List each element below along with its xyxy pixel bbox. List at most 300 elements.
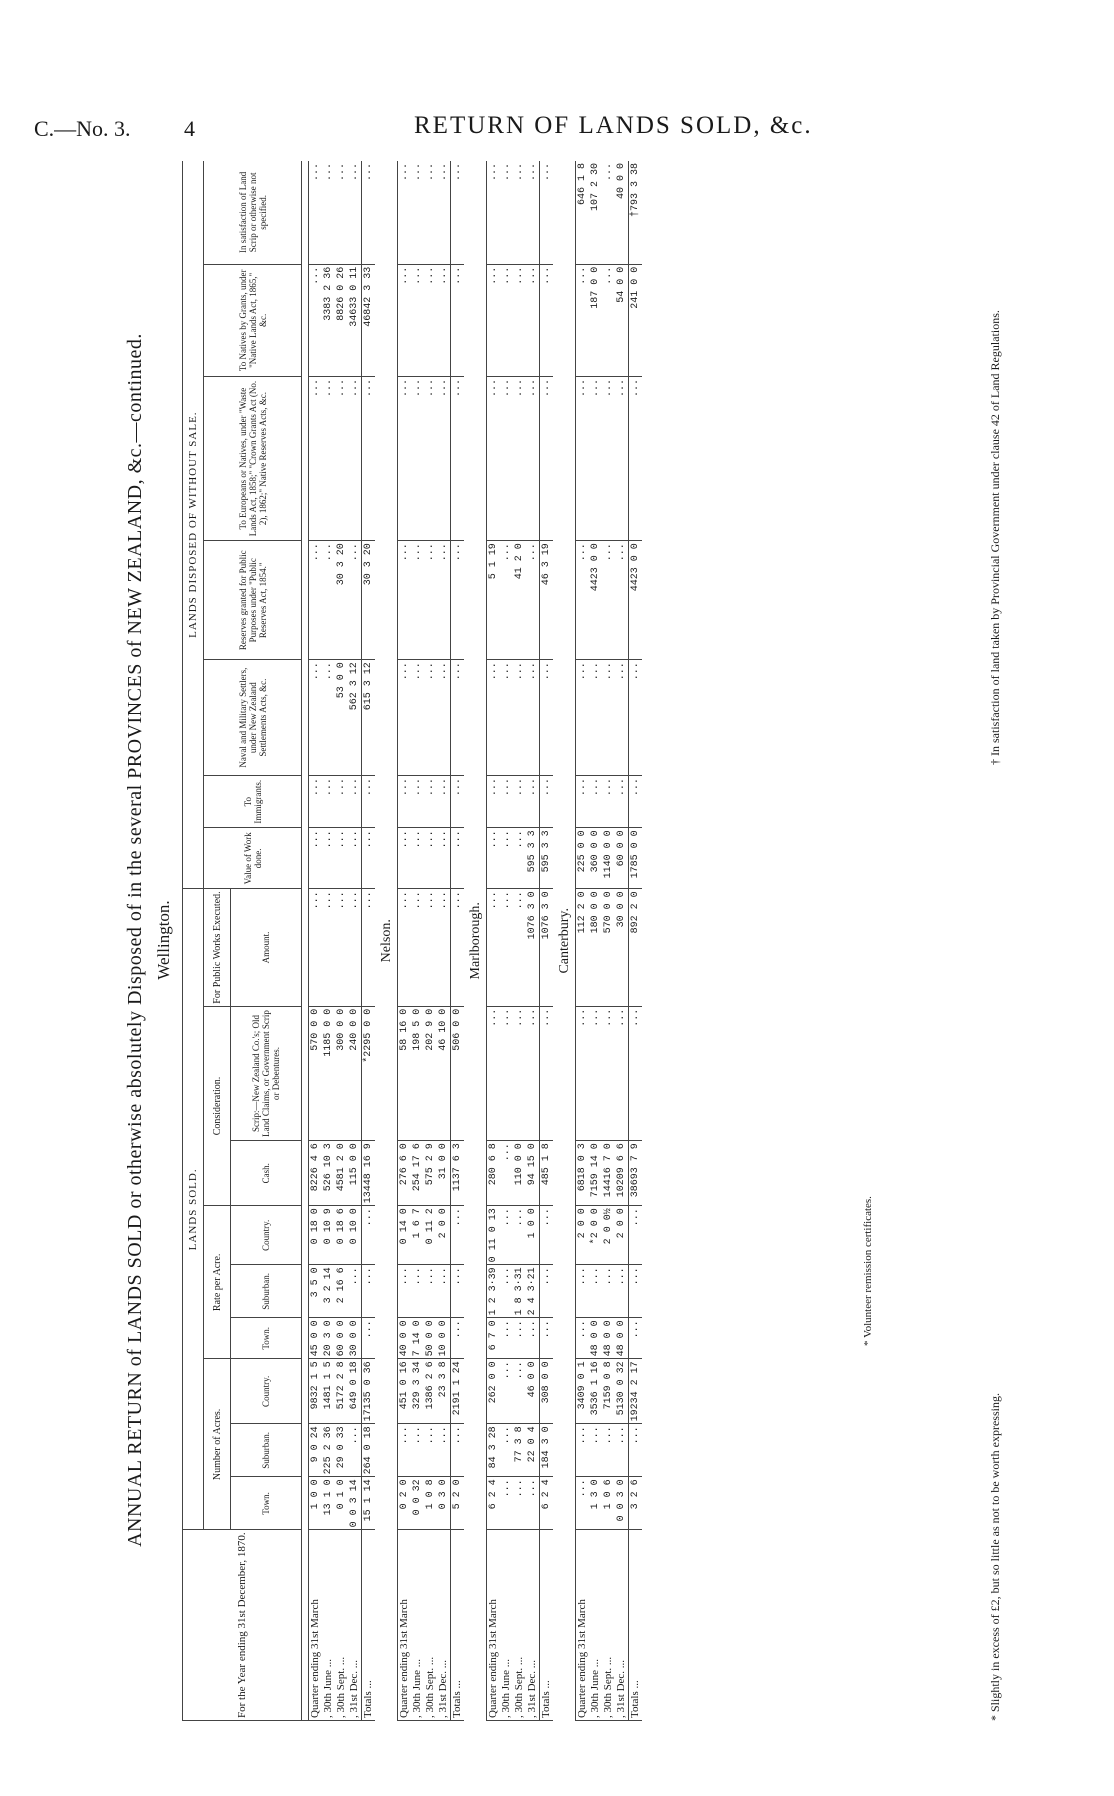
consideration-header: Consideration. <box>204 1006 231 1206</box>
total-cell: ... <box>451 660 465 776</box>
acres-suburban-header: Suburban. <box>231 1424 302 1477</box>
table-cell: ... <box>602 1006 615 1141</box>
table-cell: 1 0 0 <box>309 1477 323 1530</box>
table-cell: 45 0 0 <box>309 1318 323 1359</box>
table-cell: ... <box>487 161 501 264</box>
table-cell: ... <box>576 376 590 540</box>
table-cell: ... <box>526 264 540 376</box>
table-cell: ... <box>411 161 424 264</box>
table-cell: 0 18 0 <box>309 1206 323 1265</box>
total-cell: ... <box>540 264 554 376</box>
total-cell: ... <box>540 1265 554 1318</box>
volunteer-note: * Volunteer remission certificates. <box>862 1196 874 1346</box>
totals-row <box>451 161 465 1721</box>
row-label: Quarter ending 31st March <box>576 1530 590 1721</box>
total-cell: ... <box>540 161 554 264</box>
table-cell: ... <box>615 776 629 828</box>
table-cell: ... <box>322 776 335 828</box>
table-cell: ... <box>322 541 335 660</box>
total-cell: 46 3 19 <box>540 541 554 660</box>
table-cell: ... <box>513 1318 526 1359</box>
total-cell: 6 2 4 <box>540 1477 554 1530</box>
table-cell: ... <box>500 889 513 1006</box>
table-cell: ... <box>398 828 412 889</box>
table-cell: 53 0 0 <box>335 660 348 776</box>
table-cell: ... <box>348 1265 362 1318</box>
table-cell: ... <box>398 889 412 1006</box>
table-cell: 329 3 34 <box>411 1359 424 1424</box>
table-cell: 30 3 20 <box>335 541 348 660</box>
table-cell: 2 0 0½ <box>602 1206 615 1265</box>
table-row <box>309 161 323 1721</box>
table-cell: ... <box>424 1265 437 1318</box>
table-cell: 34633 0 11 <box>348 264 362 376</box>
total-cell: 15 1 14 <box>362 1477 376 1530</box>
lands-return-table <box>182 161 642 1721</box>
table-cell: ... <box>411 264 424 376</box>
total-cell: 1137 6 3 <box>451 1141 465 1206</box>
table-cell: 1 2 3·39 <box>487 1265 501 1318</box>
table-cell: 180 0 0 <box>589 889 602 1006</box>
table-row <box>576 161 590 1721</box>
table-cell: 6818 0 3 <box>576 1141 590 1206</box>
table-cell: ... <box>576 541 590 660</box>
total-cell: 595 3 3 <box>540 828 554 889</box>
table-cell: 4423 0 0 <box>589 541 602 660</box>
table-cell: ... <box>589 1265 602 1318</box>
table-cell: ... <box>500 660 513 776</box>
footnote-dagger: † In satisfaction of land taken by Provincial Government under clause 42 of Land Regulations. <box>988 310 1002 765</box>
table-cell: ... <box>398 1424 412 1477</box>
total-cell: ... <box>629 1424 643 1477</box>
total-cell: 13448 16 9 <box>362 1141 376 1206</box>
totals-label: Totals ... <box>629 1530 643 1721</box>
table-cell: 646 1 8 <box>576 161 590 264</box>
table-cell: ... <box>602 660 615 776</box>
table-cell: ... <box>615 541 629 660</box>
table-cell: ... <box>526 1318 540 1359</box>
row-label: , 30th Sept. ... <box>602 1530 615 1721</box>
table-cell: ... <box>576 660 590 776</box>
cash-header: Cash. <box>231 1141 302 1206</box>
natives-header: To Natives by Grants, under "Native Lands Act, 1865," &c. <box>204 264 302 376</box>
reserves-header: Reserves granted for Public Purposes under "Public Reserves Act, 1854." <box>204 541 302 660</box>
table-cell: ... <box>411 1265 424 1318</box>
table-cell: ... <box>309 541 323 660</box>
table-cell: ... <box>513 1477 526 1530</box>
total-cell: ... <box>451 541 465 660</box>
table-cell: 225 0 0 <box>576 828 590 889</box>
table-cell: ... <box>398 541 412 660</box>
totals-row <box>540 161 554 1721</box>
row-label: , 31st Dec. ... <box>615 1530 629 1721</box>
total-cell: 2191 1 24 <box>451 1359 465 1424</box>
province-row <box>375 161 398 1721</box>
total-cell: ... <box>629 776 643 828</box>
table-cell: ... <box>348 161 362 264</box>
table-cell: ... <box>513 1206 526 1265</box>
table-cell: ... <box>437 541 451 660</box>
table-cell: 58 16 0 <box>398 1006 412 1141</box>
row-label: , 30th June ... <box>500 1530 513 1721</box>
total-cell: 17135 0 36 <box>362 1359 376 1424</box>
satisfaction-header: In satisfaction of Land Scrip or otherwise not specified. <box>204 161 302 264</box>
table-cell: 6 7 0 <box>487 1318 501 1359</box>
table-cell: ... <box>602 1265 615 1318</box>
table-cell: ... <box>398 376 412 540</box>
total-cell: 308 0 0 <box>540 1359 554 1424</box>
table-cell: 23 3 8 <box>437 1359 451 1424</box>
total-cell: 506 0 0 <box>451 1006 465 1141</box>
table-cell: ... <box>348 889 362 1006</box>
table-cell: 1 0 6 <box>602 1477 615 1530</box>
row-label: , 30th June ... <box>322 1530 335 1721</box>
table-cell: ... <box>424 161 437 264</box>
table-row <box>411 161 424 1721</box>
table-row <box>335 161 348 1721</box>
table-cell: 280 6 8 <box>487 1141 501 1206</box>
table-cell: 46 0 0 <box>526 1359 540 1424</box>
table-cell: ... <box>335 161 348 264</box>
table-row <box>322 161 335 1721</box>
table-cell: ... <box>576 1265 590 1318</box>
table-cell: 0 0 3 0 <box>615 1477 629 1530</box>
row-label: , 30th June ... <box>411 1530 424 1721</box>
table-cell: ... <box>500 1265 513 1318</box>
total-cell: ... <box>540 776 554 828</box>
table-cell: ... <box>487 660 501 776</box>
scrip-header: Scrip:—New Zealand Co.'s; Old Land Claims, or Government Scrip or Debentures. <box>231 1006 302 1141</box>
table-cell: 0 11 2 <box>424 1206 437 1265</box>
table-cell: ... <box>424 828 437 889</box>
table-row <box>348 161 362 1721</box>
table-row <box>615 161 629 1721</box>
row-label: , 30th Sept. ... <box>513 1530 526 1721</box>
totals-label: Totals ... <box>451 1530 465 1721</box>
table-cell: 40 0 0 <box>398 1318 412 1359</box>
table-cell: ... <box>424 889 437 1006</box>
total-cell: ... <box>362 1265 376 1318</box>
table-cell: 570 0 0 <box>309 1006 323 1141</box>
total-cell: ... <box>451 1318 465 1359</box>
totals-row <box>629 161 643 1721</box>
table-cell: 112 2 0 <box>576 889 590 1006</box>
table-cell: ... <box>424 1424 437 1477</box>
table-cell: ... <box>437 376 451 540</box>
table-cell: ... <box>309 828 323 889</box>
table-cell: 595 3 3 <box>526 828 540 889</box>
total-cell: ... <box>362 1318 376 1359</box>
province-row <box>553 161 576 1721</box>
table-cell: ... <box>589 660 602 776</box>
table-cell: 48 0 0 <box>615 1318 629 1359</box>
rate-suburban-header: Suburban. <box>231 1265 302 1318</box>
table-cell: ... <box>513 264 526 376</box>
table-cell: ... <box>500 776 513 828</box>
footnote-star: * Slightly in excess of £2, but so little as not to be worth expressing. <box>988 1393 1002 1721</box>
rate-town-header: Town. <box>231 1318 302 1359</box>
table-cell: 198 5 0 <box>411 1006 424 1141</box>
table-cell: 5130 0 32 <box>615 1359 629 1424</box>
table-cell: 276 6 0 <box>398 1141 412 1206</box>
table-cell: 1481 1 5 <box>322 1359 335 1424</box>
table-cell: 649 0 18 <box>348 1359 362 1424</box>
total-cell: ... <box>451 376 465 540</box>
total-cell: ... <box>362 889 376 1006</box>
table-cell: 1386 2 6 <box>424 1359 437 1424</box>
table-title: ANNUAL RETURN of LANDS SOLD or otherwise absolutely Disposed of in the several PROVINCES of NEW ZEALAND, &c.—continued. <box>124 333 146 1547</box>
table-cell: ... <box>487 264 501 376</box>
table-cell: ... <box>615 376 629 540</box>
totals-label: Totals ... <box>540 1530 554 1721</box>
table-row <box>602 161 615 1721</box>
table-cell: ... <box>398 776 412 828</box>
table-cell: 2 4 3·21 <box>526 1265 540 1318</box>
total-cell: 485 1 8 <box>540 1141 554 1206</box>
province-name: Canterbury. <box>556 907 572 974</box>
table-cell: 9 0 24 <box>309 1424 323 1477</box>
table-cell: ... <box>513 889 526 1006</box>
table-cell: 1185 0 0 <box>322 1006 335 1141</box>
row-label: Quarter ending 31st March <box>309 1530 323 1721</box>
total-cell: ... <box>451 161 465 264</box>
table-cell: ... <box>576 1424 590 1477</box>
table-cell: ... <box>576 1006 590 1141</box>
table-cell: ... <box>335 828 348 889</box>
table-cell: ... <box>398 264 412 376</box>
table-cell: ... <box>513 776 526 828</box>
total-cell: ... <box>451 1424 465 1477</box>
table-cell: 187 0 0 <box>589 264 602 376</box>
table-cell: ... <box>437 264 451 376</box>
table-cell: 1140 0 0 <box>602 828 615 889</box>
table-cell: ... <box>589 776 602 828</box>
table-row <box>513 161 526 1721</box>
table-cell: ... <box>437 1265 451 1318</box>
row-label: , 31st Dec. ... <box>437 1530 451 1721</box>
table-cell: 60 0 0 <box>335 1318 348 1359</box>
province-name: Marlborough. <box>467 902 483 980</box>
row-label: , 30th Sept. ... <box>424 1530 437 1721</box>
table-cell: ... <box>322 161 335 264</box>
acres-header: Number of Acres. <box>204 1359 231 1530</box>
table-cell: ... <box>602 264 615 376</box>
table-cell: ... <box>424 376 437 540</box>
table-cell: 451 0 16 <box>398 1359 412 1424</box>
table-cell: ... <box>487 889 501 1006</box>
total-cell: ... <box>540 1206 554 1265</box>
row-label: , 30th Sept. ... <box>335 1530 348 1721</box>
table-cell: 48 0 0 <box>589 1318 602 1359</box>
table-cell: 0 10 0 <box>348 1206 362 1265</box>
table-cell: ... <box>500 828 513 889</box>
table-cell: 8226 4 6 <box>309 1141 323 1206</box>
table-cell: 48 0 0 <box>602 1318 615 1359</box>
table-cell: 20 3 0 <box>322 1318 335 1359</box>
table-cell: 29 0 33 <box>335 1424 348 1477</box>
table-row <box>398 161 412 1721</box>
total-cell: ... <box>362 1206 376 1265</box>
table-cell: ... <box>437 828 451 889</box>
row-label: Quarter ending 31st March <box>398 1530 412 1721</box>
table-cell: 54 0 0 <box>615 264 629 376</box>
table-cell: ... <box>309 161 323 264</box>
total-cell: 1076 3 0 <box>540 889 554 1006</box>
table-cell: 115 0 0 <box>348 1141 362 1206</box>
row-label: Quarter ending 31st March <box>487 1530 501 1721</box>
table-cell: 0 0 32 <box>411 1477 424 1530</box>
table-cell: ... <box>411 376 424 540</box>
table-cell: 254 17 6 <box>411 1141 424 1206</box>
table-cell: ... <box>602 1424 615 1477</box>
table-cell: ... <box>437 776 451 828</box>
province-row <box>464 161 487 1721</box>
table-cell: ... <box>424 660 437 776</box>
table-cell: ... <box>398 1265 412 1318</box>
table-cell: ... <box>500 1006 513 1141</box>
total-cell: ... <box>362 828 376 889</box>
table-cell: 1 0 8 <box>424 1477 437 1530</box>
table-cell: ... <box>526 541 540 660</box>
table-cell: ... <box>526 660 540 776</box>
table-cell: 2 0 0 <box>576 1206 590 1265</box>
table-row <box>589 161 602 1721</box>
table-cell: 5 1 19 <box>487 541 501 660</box>
acres-country-header: Country. <box>231 1359 302 1424</box>
table-cell: ... <box>411 776 424 828</box>
table-cell: 8826 0 26 <box>335 264 348 376</box>
table-cell: ... <box>437 660 451 776</box>
table-cell: ... <box>500 541 513 660</box>
table-cell: 0 3 0 <box>437 1477 451 1530</box>
table-cell: ... <box>437 1424 451 1477</box>
table-cell: ... <box>615 1265 629 1318</box>
total-cell: 615 3 12 <box>362 660 376 776</box>
table-cell: ... <box>348 828 362 889</box>
table-cell: ... <box>615 1424 629 1477</box>
total-cell: ... <box>540 1318 554 1359</box>
total-cell: ... <box>451 1206 465 1265</box>
table-cell: 46 10 0 <box>437 1006 451 1141</box>
row-label: , 31st Dec. ... <box>348 1530 362 1721</box>
table-cell: ... <box>576 776 590 828</box>
rate-country-header: Country. <box>231 1206 302 1265</box>
table-cell: ... <box>615 660 629 776</box>
table-cell: 50 0 0 <box>424 1318 437 1359</box>
table-cell: ... <box>500 1206 513 1265</box>
table-cell: *2 0 0 <box>589 1206 602 1265</box>
total-cell: 30 3 20 <box>362 541 376 660</box>
total-cell: ... <box>540 376 554 540</box>
table-cell: 0 10 9 <box>322 1206 335 1265</box>
totals-row <box>362 161 376 1721</box>
table-cell: ... <box>309 889 323 1006</box>
province-heading: Wellington. <box>154 900 173 980</box>
works-amount-header: Amount. <box>231 889 302 1006</box>
table-cell: 526 10 3 <box>322 1141 335 1206</box>
rotated-return-table <box>120 135 1060 1745</box>
table-cell: 225 2 36 <box>322 1424 335 1477</box>
row-label: , 30th June ... <box>589 1530 602 1721</box>
total-cell: ... <box>629 376 643 540</box>
table-cell: 0 18 6 <box>335 1206 348 1265</box>
table-cell: ... <box>513 828 526 889</box>
table-cell: ... <box>398 660 412 776</box>
table-cell: 2 0 0 <box>615 1206 629 1265</box>
table-cell: 4581 2 0 <box>335 1141 348 1206</box>
total-cell: 241 0 0 <box>629 264 643 376</box>
total-cell: 264 0 18 <box>362 1424 376 1477</box>
table-cell: ... <box>437 889 451 1006</box>
table-cell: 360 0 0 <box>589 828 602 889</box>
table-cell: ... <box>411 1424 424 1477</box>
table-cell: ... <box>348 541 362 660</box>
europeans-header: To Europeans or Natives, under "Waste Lands Act, 1858;" "Crown Grants Act (No. 2), 1862;" Native Reserves Acts, &c. <box>204 376 302 540</box>
table-cell: 2 16 6 <box>335 1265 348 1318</box>
table-cell: ... <box>602 161 615 264</box>
table-cell: 2 0 0 <box>437 1206 451 1265</box>
table-cell: 84 3 28 <box>487 1424 501 1477</box>
lands-sold-header: LANDS SOLD. <box>183 889 204 1530</box>
table-cell: ... <box>437 161 451 264</box>
table-cell: ... <box>309 264 323 376</box>
total-cell: *2295 0 0 <box>362 1006 376 1141</box>
total-cell: ... <box>629 1318 643 1359</box>
table-cell: 262 0 0 <box>487 1359 501 1424</box>
table-cell: 1 3 0 <box>589 1477 602 1530</box>
total-cell: ... <box>362 376 376 540</box>
table-cell: 7159 14 0 <box>589 1141 602 1206</box>
immigrants-header: To Immigrants. <box>204 776 302 828</box>
total-cell: ... <box>629 1206 643 1265</box>
total-cell: 4423 0 0 <box>629 541 643 660</box>
table-cell: 13 1 0 <box>322 1477 335 1530</box>
public-works-header: For Public Works Executed. <box>204 889 231 1006</box>
total-cell: 5 2 0 <box>451 1477 465 1530</box>
table-cell: 575 2 9 <box>424 1141 437 1206</box>
table-cell: ... <box>424 264 437 376</box>
table-cell: 1 0 0 <box>526 1206 540 1265</box>
table-cell: 110 0 0 <box>513 1141 526 1206</box>
total-cell: ... <box>629 1265 643 1318</box>
total-cell: ... <box>451 776 465 828</box>
lands-disposed-header: LANDS DISPOSED OF WITHOUT SALE. <box>183 161 204 889</box>
table-cell: ... <box>398 161 412 264</box>
total-cell: ... <box>451 264 465 376</box>
table-cell: ... <box>500 1141 513 1206</box>
table-cell: ... <box>335 376 348 540</box>
table-cell: ... <box>322 660 335 776</box>
table-cell: ... <box>411 660 424 776</box>
table-cell: 0 2 0 <box>398 1477 412 1530</box>
table-cell: ... <box>576 264 590 376</box>
table-cell: ... <box>487 376 501 540</box>
table-cell: 0 11 0 13 <box>487 1206 501 1265</box>
table-cell: 41 2 0 <box>513 541 526 660</box>
table-cell: 7159 0 8 <box>602 1359 615 1424</box>
table-cell: 9832 1 5 <box>309 1359 323 1424</box>
page-number: 4 <box>184 116 195 141</box>
table-cell: ... <box>348 776 362 828</box>
table-cell: 3 5 0 <box>309 1265 323 1318</box>
table-cell: 14416 7 0 <box>602 1141 615 1206</box>
rate-header: Rate per Acre. <box>204 1206 231 1359</box>
table-cell: ... <box>411 889 424 1006</box>
table-cell: ... <box>335 776 348 828</box>
table-cell: 5172 2 8 <box>335 1359 348 1424</box>
table-cell: 202 9 0 <box>424 1006 437 1141</box>
table-cell: ... <box>424 776 437 828</box>
